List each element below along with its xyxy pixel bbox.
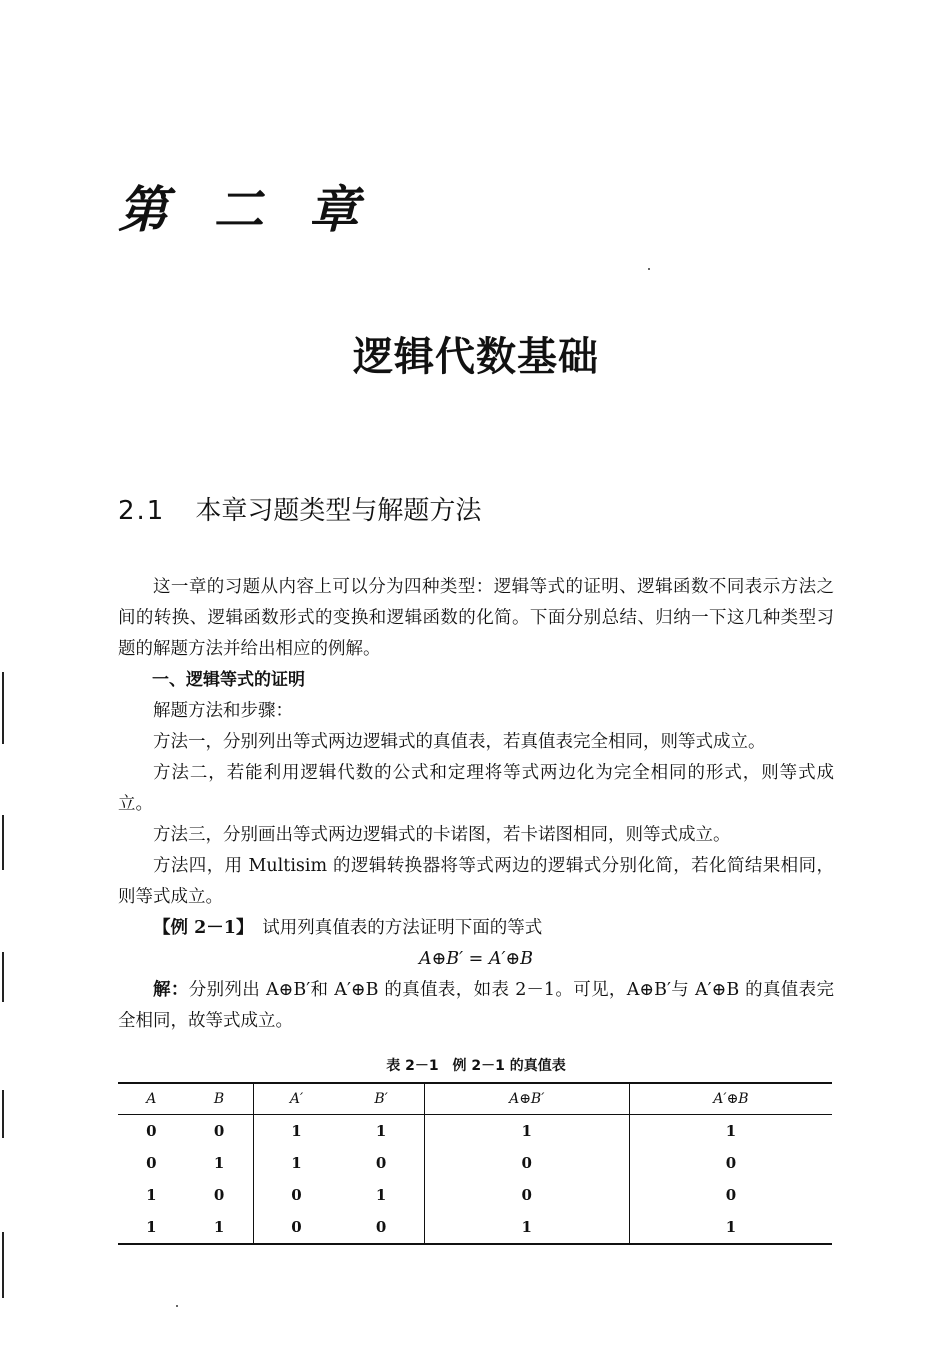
table-cell: 0: [629, 1179, 832, 1211]
table-cell: 1: [424, 1115, 629, 1148]
table-cell: 1: [146, 1186, 157, 1204]
truth-table: [118, 1082, 832, 1245]
solution-paragraph: [118, 975, 834, 1037]
method-4: 方法四，用 Multisim 的逻辑转换器将等式两边的逻辑式分别化简，若化简结果相同，则等式成立。: [118, 856, 834, 907]
table-cell: 0: [146, 1122, 157, 1140]
table-cell: 0: [424, 1179, 629, 1211]
table-cell: 0: [375, 1154, 387, 1172]
scan-speck: [648, 268, 650, 270]
intro-paragraph: 这一章的习题从内容上可以分为四种类型：逻辑等式的证明、逻辑函数不同表示方法之间的转换、逻辑函数形式的变换和逻辑函数的化简。下面分别总结、归纳一下这几种类型习题的解题方法并给出相应的例解。: [118, 577, 834, 659]
example-text: 试用列真值表的方法证明下面的等式: [262, 918, 543, 938]
table-cell: 1: [629, 1115, 832, 1148]
table-row: [118, 1211, 832, 1244]
table-cell: 0: [146, 1154, 157, 1172]
subsection-heading: 一、逻辑等式的证明: [152, 670, 305, 690]
body-text: [118, 572, 834, 1037]
chapter-title: 逻辑代数基础: [353, 333, 599, 380]
table-cell: 1: [118, 1211, 185, 1244]
chapter-label: 第 二 章: [118, 180, 373, 239]
table-header-row: [118, 1083, 832, 1115]
scan-margin-mark: [2, 952, 4, 1002]
table-cell: 0: [213, 1186, 225, 1204]
scan-margin-mark: [2, 672, 4, 744]
methods-intro: 解题方法和步骤：: [153, 701, 293, 721]
table-cell: 0: [339, 1211, 425, 1244]
header-b: B: [185, 1083, 254, 1115]
table-cell: 1: [629, 1211, 832, 1244]
method-3: 方法三，分别画出等式两边逻辑式的卡诺图，若卡诺图相同，则等式成立。: [153, 825, 731, 845]
table-cell: 1: [213, 1154, 225, 1172]
table-cell: 1: [424, 1211, 629, 1244]
table-cell: 1: [185, 1211, 254, 1244]
method-2: 方法二，若能利用逻辑代数的公式和定理将等式两边化为完全相同的形式，则等式成立。: [118, 763, 834, 814]
section-title: 本章习题类型与解题方法: [195, 496, 482, 526]
example-label: 【例 2－1】: [153, 918, 245, 938]
table-cell: 0: [629, 1147, 832, 1179]
header-a-prime: A′: [254, 1083, 339, 1115]
table-caption: 表 2－1 例 2－1 的真值表: [386, 1058, 566, 1074]
table-cell: 0: [424, 1147, 629, 1179]
table-cell: 1: [254, 1115, 339, 1148]
scan-margin-mark: [2, 1232, 4, 1298]
table-row: [118, 1147, 832, 1179]
solution-text: 分别列出 A⊕B′和 A′⊕B 的真值表，如表 2－1。可见，A⊕B′与 A′⊕B 的真值表完全相同，故等式成立。: [118, 980, 835, 1031]
table-cell: 1: [375, 1122, 387, 1140]
scan-margin-mark: [2, 815, 4, 870]
table-cell: 1: [254, 1147, 339, 1179]
section-number: 2.1: [118, 496, 166, 526]
table-row: [118, 1179, 832, 1211]
scan-margin-mark: [2, 1090, 4, 1138]
table-cell: 0: [213, 1122, 225, 1140]
header-b-prime: B′: [339, 1083, 425, 1115]
example-formula: A⊕B′ = A′⊕B: [418, 949, 534, 969]
scan-speck: [176, 1305, 178, 1307]
table-cell: 1: [375, 1186, 387, 1204]
table-cell: 0: [254, 1211, 339, 1244]
solution-label: 解：: [153, 980, 189, 1000]
method-1: 方法一，分别列出等式两边逻辑式的真值表，若真值表完全相同，则等式成立。: [153, 732, 766, 752]
example-statement: [118, 913, 834, 944]
header-a-xor-b-prime: A⊕B′: [424, 1083, 629, 1115]
header-a-prime-xor-b: A′⊕B: [629, 1083, 832, 1115]
section-heading: [118, 490, 481, 527]
header-a: A: [118, 1083, 185, 1115]
table-row: [118, 1115, 832, 1148]
table-cell: 0: [254, 1179, 339, 1211]
